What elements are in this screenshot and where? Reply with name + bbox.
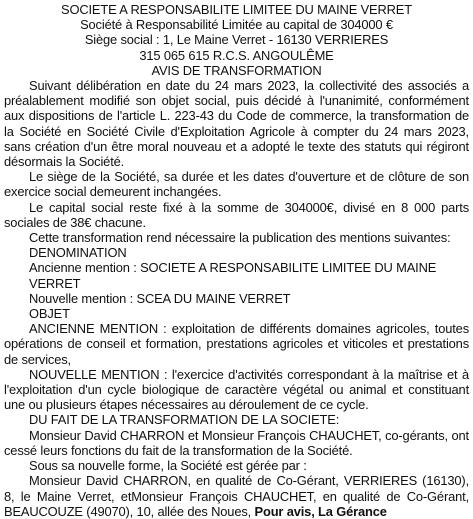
paragraph-capital: Le capital social reste fixé à la somme de 304000€, divisé en 8 000 parts sociales de 38€ chacune. bbox=[4, 199, 469, 230]
company-form-capital: Société à Responsabilité Limitée au capital de 304000 € bbox=[80, 17, 393, 33]
denomination-old: Ancienne mention : SOCIETE A RESPONSABILITE LIMITEE DU MAINE VERRET bbox=[29, 260, 437, 291]
signature: Pour avis, La Gérance bbox=[254, 503, 387, 519]
company-name: SOCIETE A RESPONSABILITE LIMITEE DU MAINE VERRET bbox=[61, 2, 412, 17]
objet-heading: OBJET bbox=[29, 306, 70, 322]
transformation-heading: DU FAIT DE LA TRANSFORMATION DE LA SOCIETE: bbox=[29, 412, 340, 428]
denomination-heading: DENOMINATION bbox=[29, 245, 127, 261]
rcs-number: 315 065 615 R.C.S. ANGOULÊME bbox=[139, 47, 334, 63]
notice-title: AVIS DE TRANSFORMATION bbox=[151, 62, 322, 78]
paragraph-gerants bbox=[4, 473, 469, 519]
objet-old: ANCIENNE MENTION : exploitation de différents domaines agricoles, toutes opérations de conseil et formation, prestations agricoles et viticoles et prestations de services, bbox=[4, 321, 469, 367]
paragraph-publication: Cette transformation rend nécessaire la publication des mentions suivantes: bbox=[29, 230, 451, 246]
denomination-new: Nouvelle mention : SCEA DU MAINE VERRET bbox=[29, 290, 291, 306]
registered-office: Siège social : 1, Le Maine Verret - 16130 VERRIERES bbox=[84, 32, 389, 48]
paragraph-cessation: Monsieur David CHARRON et Monsieur François CHAUCHET, co-gérants, ont cessé leurs fonctions du fait de la transformation de la Société. bbox=[4, 427, 469, 458]
gerants-text: Monsieur David CHARRON, en qualité de Co-Gérant, VERRIERES (16130), 8, le Maine Verret, etMonsieur François CHAUCHET, en qualité de Co-Gérant, BEAUCOUZE (49070), 10, allée des Noues, bbox=[4, 473, 469, 519]
paragraph-siege: Le siège de la Société, sa durée et les dates d'ouverture et de clôture de son exercice social demeurent inchangées. bbox=[4, 169, 469, 200]
paragraph-gestion: Sous sa nouvelle forme, la Société est gérée par : bbox=[29, 458, 307, 474]
objet-new: NOUVELLE MENTION : l'exercice d'activités correspondant à la maîtrise et à l'exploitation d'un cycle biologique de caractère végétal ou animal et constituant une ou plusieurs étapes nécessaires au déroulement de ce cycle. bbox=[4, 366, 469, 413]
paragraph-deliberation: Suivant délibération en date du 24 mars 2023, la collectivité des associés a préalablement modifié son objet social, puis décidé à l'unanimité, conformément aux dispositions de l'article L. 223-43 du Code de commerce, la transformation de la Société en Société Civile d'Exploitation Agricole à compter du 24 mars 2023, sans création d'un être moral nouveau et a adopté le texte des statuts qui régiront désormais la Société. bbox=[4, 78, 469, 170]
